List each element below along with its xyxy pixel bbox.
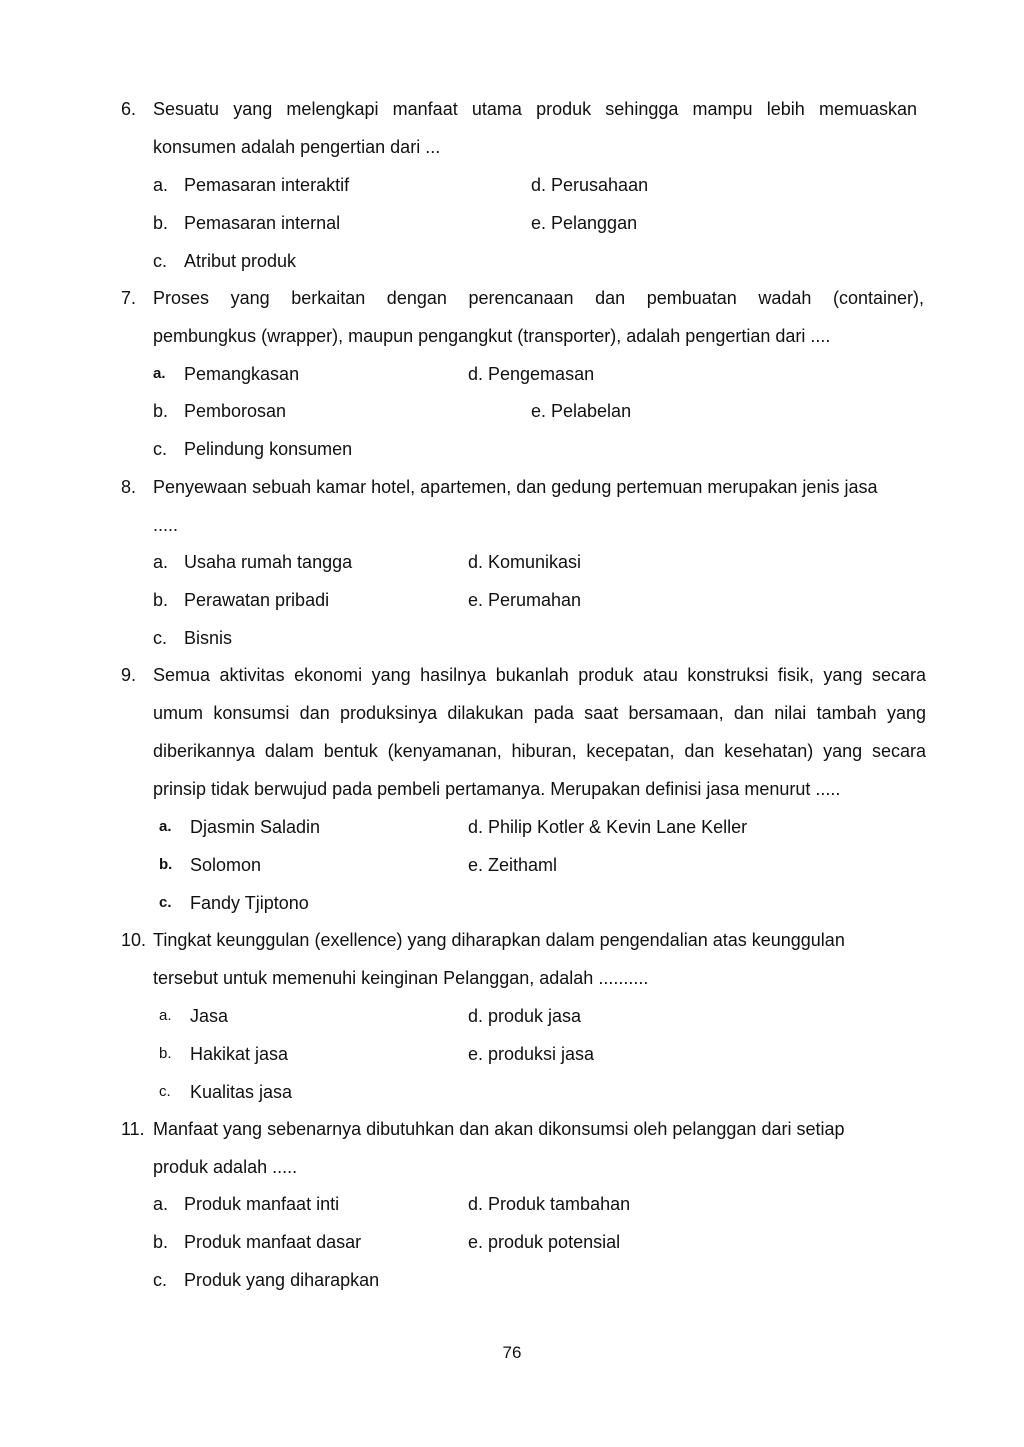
- question-number: 6.: [121, 99, 137, 119]
- option-c: Produk yang diharapkan: [184, 1270, 380, 1290]
- option-label-a: a.: [153, 1194, 169, 1214]
- question-text: konsumen adalah pengertian dari ...: [153, 137, 441, 157]
- option-a: Produk manfaat inti: [184, 1194, 340, 1214]
- option-c: Kualitas jasa: [190, 1082, 293, 1102]
- question-text: umum konsumsi dan produksinya dilakukan pada saat bersamaan, dan nilai tambah yang: [153, 703, 926, 723]
- option-c: Atribut produk: [184, 251, 297, 271]
- question-text: Tingkat keunggulan (exellence) yang diharapkan dalam pengendalian atas keunggulan: [153, 930, 845, 950]
- option-d: d. Philip Kotler & Kevin Lane Keller: [468, 817, 748, 837]
- question-text: Proses yang berkaitan dengan perencanaan dan pembuatan wadah (container),: [153, 288, 924, 308]
- option-label-c: c.: [153, 1270, 168, 1290]
- question-text: Sesuatu yang melengkapi manfaat utama produk sehingga mampu lebih memuaskan: [153, 99, 917, 119]
- option-e: e. Perumahan: [468, 590, 582, 610]
- question-text: produk adalah .....: [153, 1157, 298, 1177]
- option-b: Perawatan pribadi: [184, 590, 330, 610]
- option-label-b: b.: [153, 401, 169, 421]
- question-text: tersebut untuk memenuhi keinginan Pelanggan, adalah ..........: [153, 968, 649, 988]
- option-label-a: a.: [159, 818, 172, 835]
- option-d: d. Komunikasi: [468, 552, 582, 572]
- option-label-b: b.: [159, 1045, 172, 1062]
- option-b: Hakikat jasa: [190, 1044, 289, 1064]
- option-label-c: c.: [153, 439, 168, 459]
- question-text: prinsip tidak berwujud pada pembeli pertamanya. Merupakan definisi jasa menurut .....: [153, 779, 841, 799]
- question-number: 9.: [121, 665, 137, 685]
- question-text: pembungkus (wrapper), maupun pengangkut (transporter), adalah pengertian dari ....: [153, 326, 831, 346]
- option-a: Usaha rumah tangga: [184, 552, 353, 572]
- question-text: .....: [153, 515, 179, 535]
- option-label-a: a.: [153, 175, 169, 195]
- option-d: d. Perusahaan: [531, 175, 649, 195]
- option-label-a: a.: [153, 552, 169, 572]
- option-label-a: a.: [153, 365, 166, 382]
- option-b: Pemborosan: [184, 401, 287, 421]
- option-b: Solomon: [190, 855, 262, 875]
- question-number: 10.: [121, 930, 147, 950]
- question-number: 11.: [121, 1119, 145, 1139]
- option-a: Pemangkasan: [184, 364, 300, 384]
- option-label-b: b.: [153, 213, 169, 233]
- option-e: e. produksi jasa: [468, 1044, 595, 1064]
- option-b: Produk manfaat dasar: [184, 1232, 362, 1252]
- option-c: Fandy Tjiptono: [190, 893, 309, 913]
- option-e: e. Zeithaml: [468, 855, 558, 875]
- option-e: e. produk potensial: [468, 1232, 621, 1252]
- question-number: 7.: [121, 288, 137, 308]
- option-b: Pemasaran internal: [184, 213, 341, 233]
- option-label-c: c.: [159, 1083, 171, 1100]
- option-a: Jasa: [190, 1006, 229, 1026]
- question-text: diberikannya dalam bentuk (kenyamanan, hiburan, kecepatan, dan kesehatan) yang secara: [153, 741, 926, 761]
- option-label-b: b.: [153, 1232, 169, 1252]
- option-d: d. Produk tambahan: [468, 1194, 631, 1214]
- question-text: Manfaat yang sebenarnya dibutuhkan dan akan dikonsumsi oleh pelanggan dari setiap: [153, 1119, 845, 1139]
- option-label-c: c.: [159, 894, 172, 911]
- option-c: Pelindung konsumen: [184, 439, 353, 459]
- option-a: Pemasaran interaktif: [184, 175, 350, 195]
- option-d: d. produk jasa: [468, 1006, 582, 1026]
- option-a: Djasmin Saladin: [190, 817, 321, 837]
- question-text: Semua aktivitas ekonomi yang hasilnya bukanlah produk atau konstruksi fisik, yang secara: [153, 665, 926, 685]
- option-label-b: b.: [153, 590, 169, 610]
- question-number: 8.: [121, 477, 137, 497]
- option-d: d. Pengemasan: [468, 364, 595, 384]
- option-e: e. Pelanggan: [531, 213, 638, 233]
- option-c: Bisnis: [184, 628, 233, 648]
- option-e: e. Pelabelan: [531, 401, 632, 421]
- option-label-c: c.: [153, 628, 168, 648]
- option-label-c: c.: [153, 251, 168, 271]
- option-label-b: b.: [159, 856, 173, 873]
- option-label-a: a.: [159, 1007, 172, 1024]
- question-text: Penyewaan sebuah kamar hotel, apartemen, dan gedung pertemuan merupakan jenis jasa: [153, 477, 878, 497]
- page-number: 76: [502, 1343, 522, 1362]
